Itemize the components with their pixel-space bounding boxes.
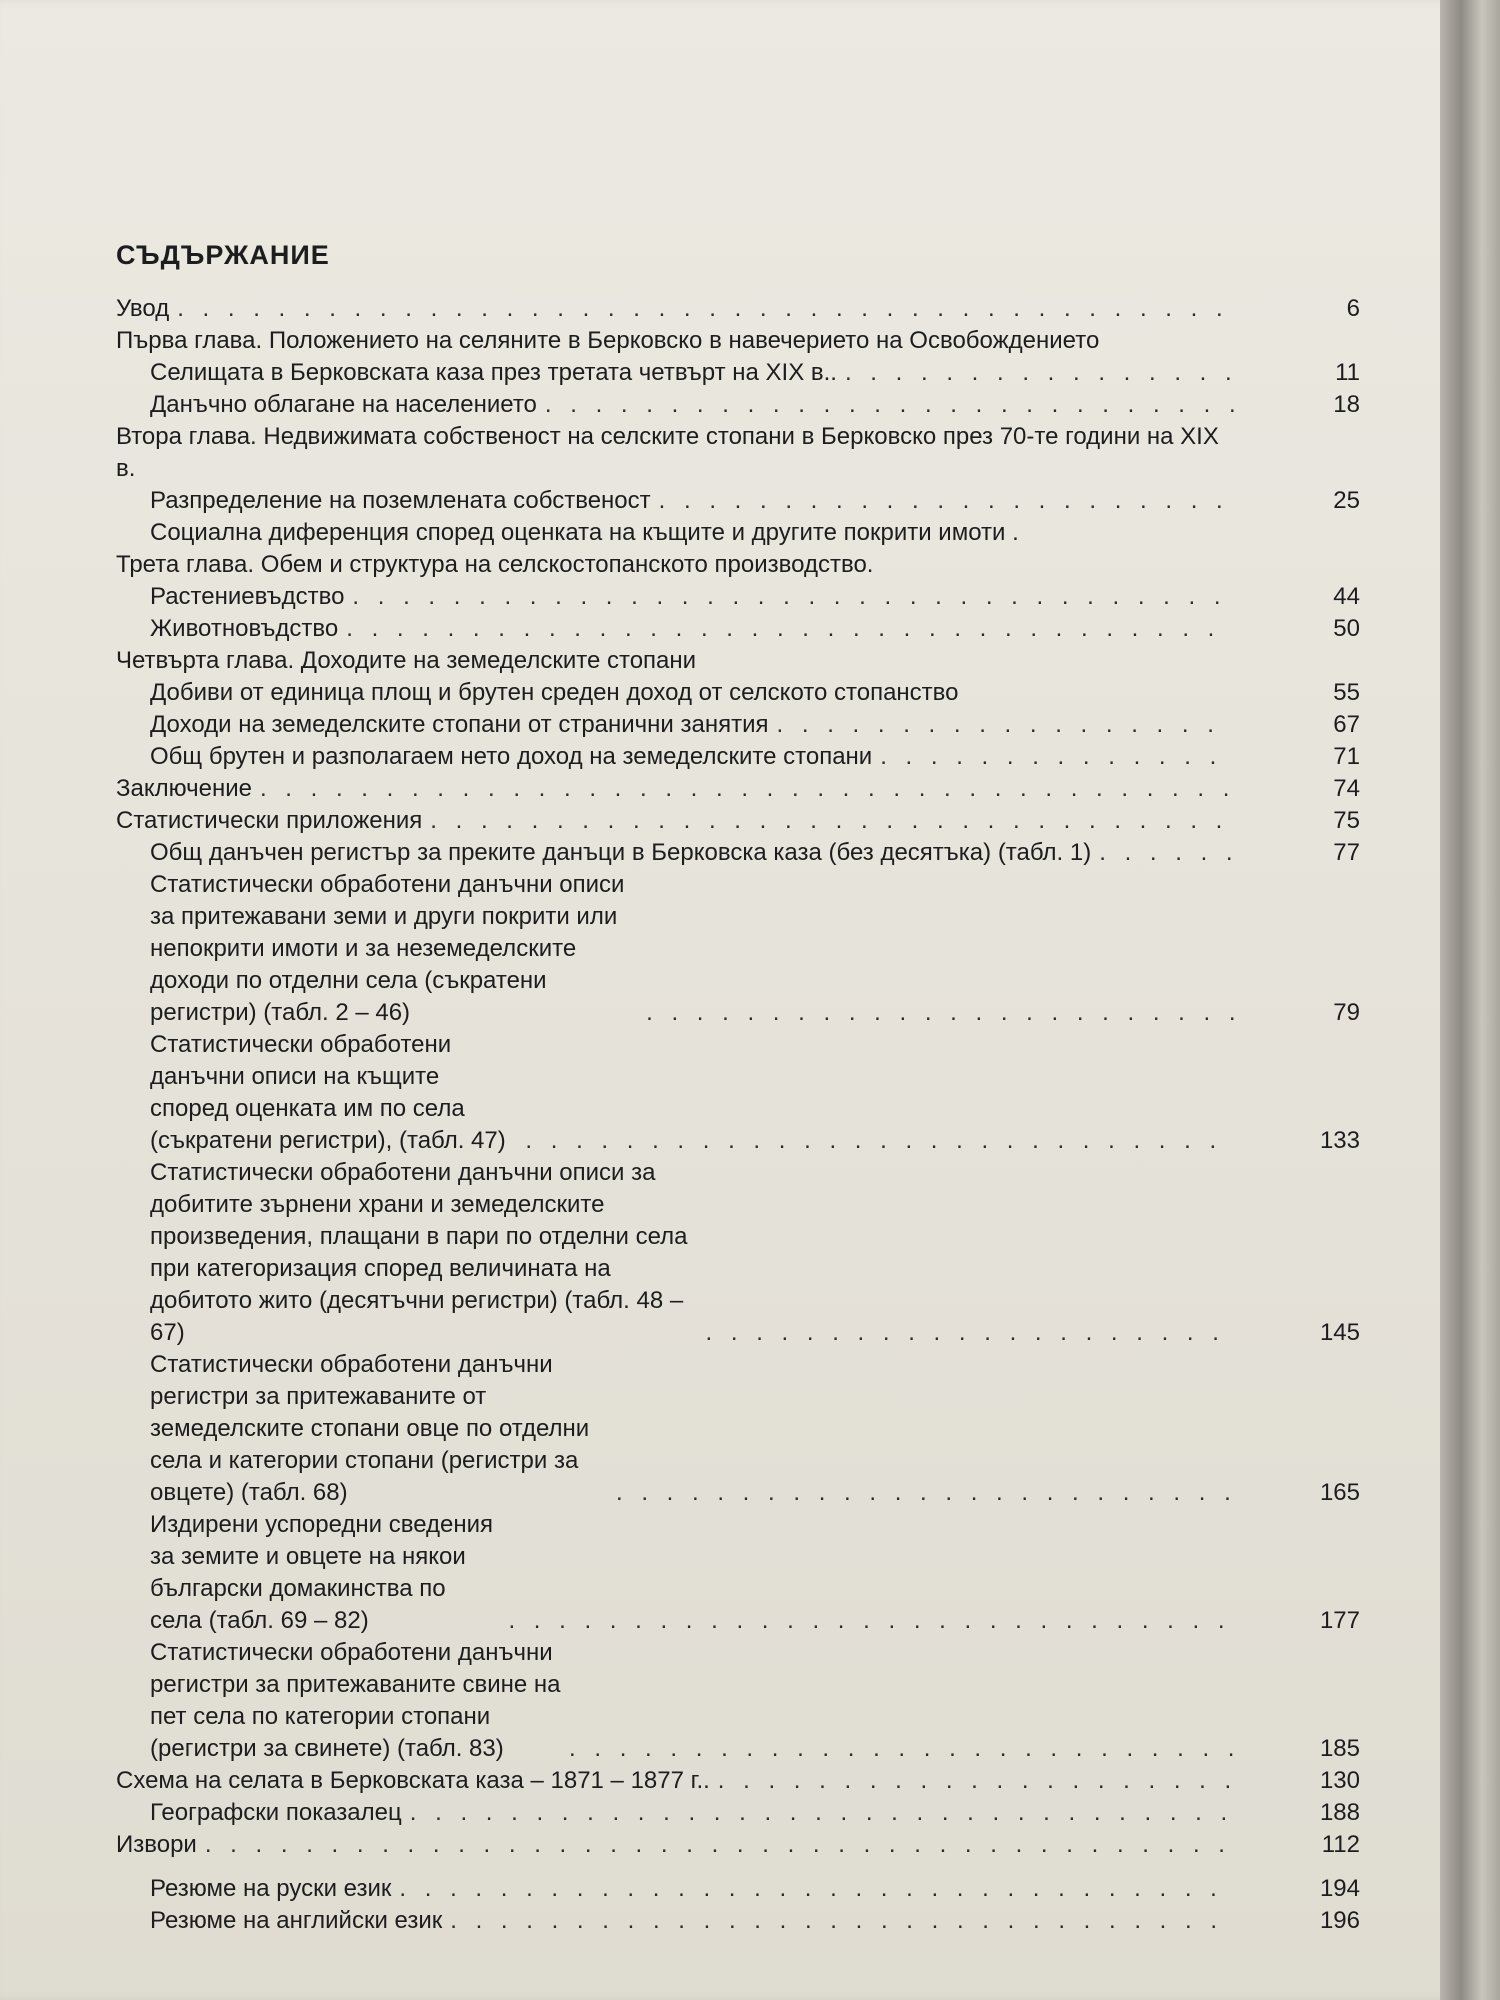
toc-entry	[150, 613, 1366, 645]
toc-entry-line	[150, 1349, 1234, 1509]
toc-entry	[116, 421, 1366, 485]
toc-entry-title: Статистически обработени данъчни описи на къщите според оценката им по села (съкратени регистри), (табл. 47)	[150, 1031, 506, 1154]
toc-entry-title: Растениевъдство	[150, 583, 345, 610]
toc-entry-line	[150, 1905, 1234, 1937]
dot-leader	[410, 1797, 1234, 1829]
toc-entry	[150, 357, 1366, 389]
toc-page-number: 25	[1333, 487, 1360, 514]
toc-entry-line	[116, 325, 1234, 357]
dot-leader	[450, 1905, 1234, 1937]
toc-entry-line	[150, 1637, 1234, 1765]
toc-entry-line	[116, 1765, 1234, 1797]
toc-entry-line	[116, 1829, 1234, 1861]
toc-page-number: 185	[1319, 1735, 1360, 1762]
toc-entry	[116, 325, 1366, 357]
toc-page-number: 77	[1333, 839, 1360, 866]
toc-list	[116, 293, 1366, 1937]
toc-page-number: 75	[1333, 807, 1360, 834]
toc-entry	[150, 1637, 1366, 1765]
toc-page-number: 112	[1321, 1831, 1360, 1858]
toc-entry-title: Статистически обработени данъчни описи за добитите зърнени храни и земеделските произведения, плащани в пари по отделни села при категоризация според величината на добитото жито (десятъчни регистри) (табл. 48 – 67)	[150, 1159, 688, 1346]
toc-entry-title: Резюме на английски език	[150, 1907, 443, 1934]
toc-entry	[116, 1765, 1366, 1797]
dot-leader	[260, 773, 1234, 805]
toc-entry-title: Селищата в Берковската каза през третата четвърт на XIX в..	[150, 359, 837, 386]
toc-entry-title: Трета глава. Обем и структура на селскостопанското производство.	[116, 551, 874, 578]
toc-entry-title: Статистически приложения	[116, 807, 423, 834]
dot-leader	[352, 581, 1234, 613]
toc-entry	[116, 1829, 1366, 1861]
toc-entry-title: Статистически обработени данъчни регистри за притежаваните свине на пет села по категории стопани (регистри за свинете) (табл. 83)	[150, 1639, 561, 1762]
toc-page-number: 188	[1319, 1799, 1360, 1826]
toc-entry-title: Добиви от единица площ и брутен среден доход от селското стопанство	[150, 679, 959, 706]
toc-entry-line	[116, 645, 1234, 677]
toc-entry-line	[150, 485, 1234, 517]
dot-leader	[430, 805, 1234, 837]
toc-page-number: 67	[1333, 711, 1360, 738]
toc-entry	[150, 1349, 1366, 1509]
toc-entry-title: Общ брутен и разполагаем нето доход на земеделските стопани	[150, 743, 873, 770]
toc-entry	[150, 1029, 1366, 1157]
toc-page-number: 177	[1319, 1607, 1360, 1634]
toc-entry-line	[150, 869, 1234, 1029]
toc-entry-title: Схема на селата в Берковската каза – 1871 – 1877 г..	[116, 1767, 710, 1794]
toc-entry-line	[150, 613, 1234, 645]
toc-page-number: 145	[1319, 1319, 1360, 1346]
toc-entry	[116, 549, 1366, 581]
toc-page-number: 79	[1333, 999, 1360, 1026]
dot-leader	[706, 1317, 1234, 1349]
toc-entry-line	[116, 773, 1234, 805]
toc-entry-title: Статистически обработени данъчни описи за притежавани земи и други покрити или непокрити имоти и за неземеделските доходи по отделни села (съкратени регистри) (табл. 2 – 46)	[150, 871, 625, 1026]
toc-entry-line	[116, 421, 1234, 485]
toc-entry-line	[150, 1509, 1234, 1637]
toc-entry	[150, 1905, 1366, 1937]
toc-entry-title: Доходи на земеделските стопани от странични занятия	[150, 711, 769, 738]
dot-leader	[777, 709, 1234, 741]
dot-leader	[346, 613, 1234, 645]
toc-entry	[150, 837, 1366, 869]
page-edge	[1440, 0, 1500, 2000]
toc-entry	[116, 293, 1366, 325]
toc-entry	[150, 1157, 1366, 1349]
dot-leader	[205, 1829, 1234, 1861]
toc-entry-title: Статистически обработени данъчни регистри за притежаваните от земеделските стопани овце по отделни села и категории стопани (регистри за овцете) (табл. 68)	[150, 1351, 590, 1506]
toc-page-number: 130	[1319, 1767, 1360, 1794]
toc-entry-line	[150, 709, 1234, 741]
toc-page-number: 11	[1335, 359, 1360, 386]
toc-entry	[116, 805, 1366, 837]
toc-entry-line	[150, 1873, 1234, 1905]
dot-leader	[508, 1605, 1234, 1637]
toc-entry-title: Извори	[116, 1831, 197, 1858]
toc-entry-line	[150, 677, 1234, 709]
toc-page-number: 55	[1333, 679, 1360, 706]
toc-entry-line	[150, 581, 1234, 613]
toc-entry-line	[116, 805, 1234, 837]
dot-leader	[545, 389, 1234, 421]
toc-page-number: 74	[1333, 775, 1360, 802]
toc-page-number: 18	[1333, 391, 1360, 418]
toc-page-number: 71	[1333, 743, 1360, 770]
toc-entry-line	[150, 837, 1234, 869]
toc-entry	[150, 1509, 1366, 1637]
toc-entry-line	[150, 1797, 1234, 1829]
toc-entry-title: Увод	[116, 295, 170, 322]
toc-title: СЪДЪРЖАНИЕ	[116, 240, 330, 270]
toc-entry-title: Първа глава. Положението на селяните в Берковско в навечерието на Освобождението	[116, 327, 1100, 354]
toc-entry-title: Издирени успоредни сведения за земите и овцете на някои български домакинства по села (табл. 69 – 82)	[150, 1511, 494, 1634]
toc-entry	[150, 485, 1366, 517]
toc-entry-title: Социална диференция според оценката на къщите и другите покрити имоти .	[150, 519, 1019, 546]
toc-entry	[150, 389, 1366, 421]
dot-leader	[718, 1765, 1234, 1797]
toc-entry	[150, 741, 1366, 773]
toc-entry-title: Животновъдство	[150, 615, 339, 642]
toc-page-number: 165	[1319, 1479, 1360, 1506]
toc-entry-title: Данъчно облагане на населението	[150, 391, 537, 418]
dot-leader	[399, 1873, 1234, 1905]
toc-entry	[150, 517, 1366, 549]
table-of-contents	[116, 240, 1366, 1937]
toc-entry-line	[116, 549, 1234, 581]
toc-entry	[150, 677, 1366, 709]
dot-leader	[616, 1477, 1234, 1509]
toc-entry-line	[150, 357, 1234, 389]
toc-entry	[150, 869, 1366, 1029]
toc-entry-line	[150, 741, 1234, 773]
toc-entry	[150, 709, 1366, 741]
dot-leader	[569, 1733, 1234, 1765]
toc-entry-line	[116, 293, 1234, 325]
dot-leader	[646, 997, 1234, 1029]
toc-entry-title: Четвърта глава. Доходите на земеделските стопани	[116, 647, 697, 674]
dot-leader	[177, 293, 1234, 325]
toc-page-number: 50	[1333, 615, 1360, 642]
toc-page-number: 194	[1319, 1875, 1360, 1902]
toc-entry	[150, 581, 1366, 613]
toc-entry	[116, 645, 1366, 677]
toc-page-number: 6	[1346, 295, 1360, 322]
dot-leader	[1099, 837, 1234, 869]
toc-entry	[150, 1873, 1366, 1905]
toc-entry-line	[150, 1029, 1234, 1157]
toc-entry-line	[150, 1157, 1234, 1349]
toc-entry-line	[150, 389, 1234, 421]
toc-spacer	[116, 1861, 1366, 1873]
dot-leader	[880, 741, 1234, 773]
toc-page-number: 133	[1319, 1127, 1360, 1154]
toc-entry	[150, 1797, 1366, 1829]
toc-page-number: 44	[1333, 583, 1360, 610]
toc-entry-title: Общ данъчен регистър за преките данъци в Берковска каза (без десятъка) (табл. 1)	[150, 839, 1092, 866]
dot-leader	[659, 485, 1234, 517]
toc-entry-title: Географски показалец	[150, 1799, 402, 1826]
toc-entry-title: Разпределение на поземлената собственост	[150, 487, 651, 514]
toc-entry-line	[150, 517, 1234, 549]
toc-entry-title: Резюме на руски език	[150, 1875, 392, 1902]
dot-leader	[845, 357, 1234, 389]
toc-entry-title: Втора глава. Недвижимата собственост на селските стопани в Берковско през 70-те години на XIX в.	[116, 423, 1219, 482]
toc-entry-title: Заключение	[116, 775, 252, 802]
toc-page-number: 196	[1319, 1907, 1360, 1934]
toc-entry	[116, 773, 1366, 805]
dot-leader	[525, 1125, 1234, 1157]
